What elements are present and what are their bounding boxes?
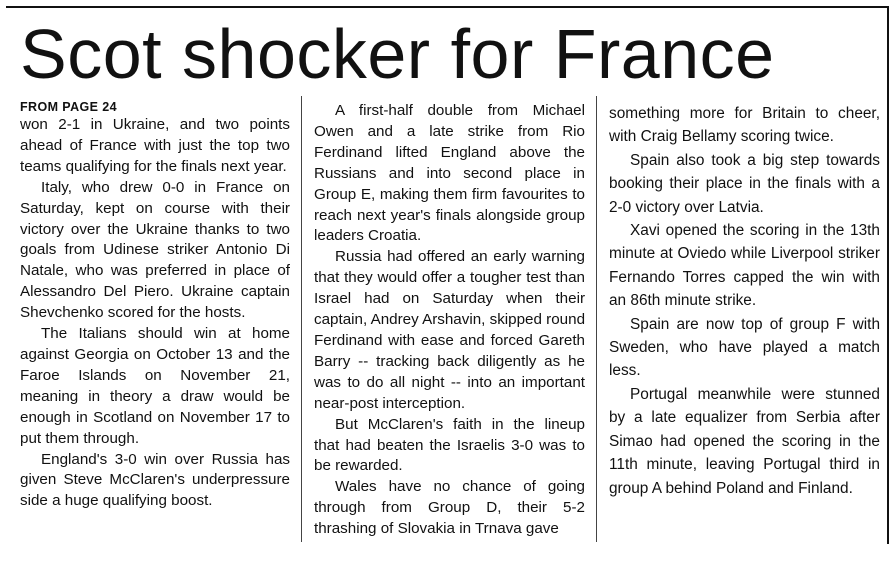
paragraph: England's 3-0 win over Russia has given Steve McClaren's underpressure side a huge qualifying boost. [20,450,290,510]
paragraph: Spain are now top of group F with Sweden, who have played a match less. [609,315,880,380]
paragraph: Italy, who drew 0-0 in France on Saturday, kept on course with their victory over the Ukraine thanks to two goals from Udinese striker Antonio Di Natale, who was preferred in place of Alessandro Del Piero. Ukraine captain Shevchenko scored for the hosts. [20,178,290,322]
article-column-1 [20,100,290,512]
right-border-rule [887,6,889,544]
paragraph: won 2-1 in Ukraine, and two points ahead of France with just the top two teams qualifying for the finals next year. [20,116,290,175]
paragraph: Portugal meanwhile were stunned by a late equalizer from Serbia after Simao had opened the scoring in the 11th minute, leaving Portugal third in group A behind Poland and Finland. [609,385,880,497]
paragraph: A first-half double from Michael Owen and a late strike from Rio Ferdinand lifted England above the Russians and into second place in Group E, making them firm favourites to reach next year's finals alongside group leaders Croatia. [314,102,585,245]
paragraph: something more for Britain to cheer, with Craig Bellamy scoring twice. [609,105,880,146]
paragraph: The Italians should win at home against Georgia on October 13 and the Faroe Islands on November 21, meaning in theory a draw would be enough in Scotland on November 17 to put them through. [20,325,290,447]
paragraph: Wales have no chance of going through from Group D, their 5-2 thrashing of Slovakia in Trnava gave [314,478,585,538]
article-column-3 [609,102,880,500]
paragraph: Russia had offered an early warning that they would offer a tougher test than Israel had on Saturday when their captain, Andrey Arshavin, skipped round Ferdinand with ease and forced Gareth Barry -- tracking back diligently as he was to do all night -- into an important near-post interception. [314,248,586,412]
paragraph: Spain also took a big step towards booking their place in the finals with a 2-0 victory over Latvia. [609,151,880,216]
article-headline: Scot shocker for France [20,15,775,93]
paragraph: But McClaren's faith in the lineup that had beaten the Israelis 3-0 was to be rewarded. [314,415,585,475]
continuation-kicker: FROM PAGE 24 [20,100,117,114]
article-column-2 [314,101,585,540]
column-divider [596,96,597,542]
paragraph: Xavi opened the scoring in the 13th minute at Oviedo while Liverpool striker Fernando Torres capped the win with an 86th minute strike. [609,222,880,310]
column-divider [301,96,302,542]
top-border-rule [6,6,889,8]
